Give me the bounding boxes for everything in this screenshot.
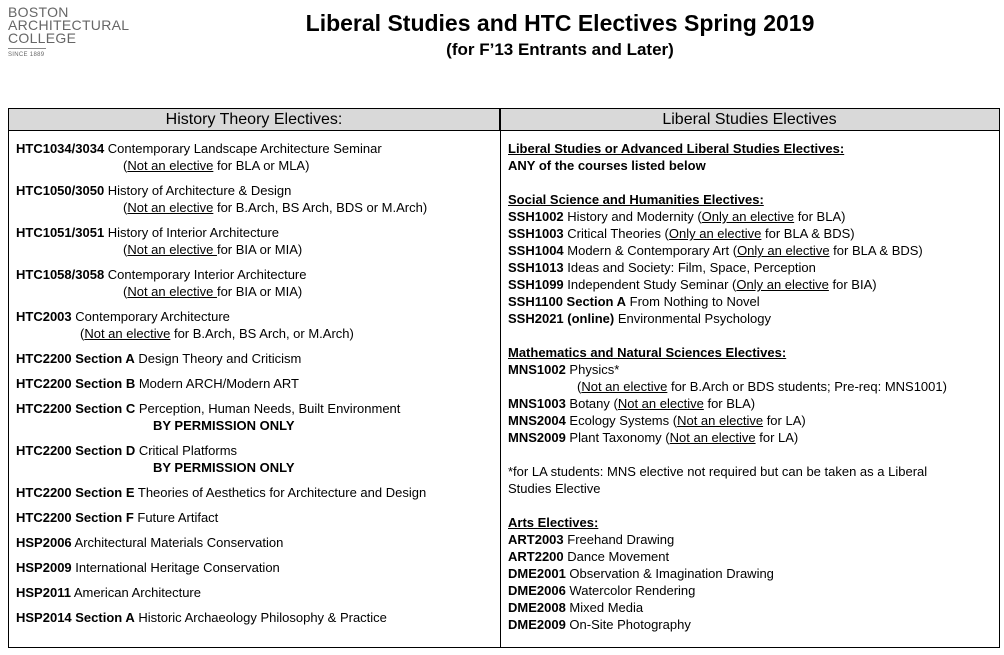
course-title: International Heritage Conservation	[71, 560, 280, 575]
course-title: (	[577, 379, 582, 394]
course-title: Dance Movement	[563, 549, 670, 564]
note-underlined: Only an elective	[668, 226, 762, 241]
course-code: DME2009	[508, 617, 566, 632]
note-underlined: Not an elective	[617, 396, 704, 411]
course-item	[16, 509, 496, 526]
liberal-studies-header: Liberal Studies Electives	[500, 109, 999, 131]
note-underlined: Not an elective	[677, 413, 764, 428]
course-code: HTC2200 Section F	[16, 510, 134, 525]
course-item	[16, 140, 496, 174]
course-line	[16, 609, 496, 626]
note-pre: (	[80, 326, 85, 341]
text-line	[508, 480, 993, 497]
course-line	[16, 140, 496, 157]
course-title: Modern & Contemporary Art (	[563, 243, 738, 258]
course-item	[16, 484, 496, 501]
course-code: HSP2006	[16, 535, 72, 550]
text-line	[508, 497, 993, 514]
section-heading	[508, 191, 993, 208]
section-heading-text: Liberal Studies or Advanced Liberal Studies Electives:	[508, 141, 845, 156]
course-item	[508, 412, 993, 429]
note-underlined: Not an elective	[127, 158, 214, 173]
note-post: for LA)	[755, 430, 799, 445]
course-title: History and Modernity (	[563, 209, 702, 224]
course-title: Contemporary Interior Architecture	[104, 267, 307, 282]
note-pre: (	[123, 284, 128, 299]
course-line	[16, 182, 496, 199]
note-post: for BLA)	[703, 396, 756, 411]
course-title: Ecology Systems (	[565, 413, 678, 428]
course-note	[16, 325, 496, 342]
course-code: HTC2200 Section D	[16, 443, 136, 458]
section-heading-text: Social Science and Humanities Electives:	[508, 192, 764, 207]
course-code: SSH1003	[508, 226, 564, 241]
course-title: Watercolor Rendering	[565, 583, 696, 598]
course-item	[508, 208, 993, 225]
course-code: ANY of the courses listed below	[508, 158, 706, 173]
course-title: Modern ARCH/Modern ART	[135, 376, 299, 391]
course-code: DME2006	[508, 583, 566, 598]
course-item	[16, 224, 496, 258]
course-title: Ideas and Society: Film, Space, Perception	[563, 260, 816, 275]
note-post: for BIA or MIA)	[216, 242, 303, 257]
course-item	[16, 350, 496, 367]
course-note	[16, 199, 496, 216]
course-code: HTC2200 Section E	[16, 485, 135, 500]
course-item	[16, 559, 496, 576]
logo-line: BOSTON	[8, 4, 69, 20]
note-post: for LA)	[763, 413, 806, 428]
course-item	[508, 293, 993, 310]
course-code: SSH1002	[508, 209, 564, 224]
course-title: Future Artifact	[133, 510, 219, 525]
page-title: Liberal Studies and HTC Electives Spring 2019	[305, 10, 815, 36]
course-code: ART2200	[508, 549, 564, 564]
course-line	[16, 534, 496, 551]
note-underlined: Not an elective	[84, 326, 171, 341]
note-underlined: Only an elective	[737, 243, 830, 258]
note-post: for BLA)	[794, 209, 846, 224]
section-heading	[508, 344, 993, 361]
liberal-studies-list	[508, 140, 993, 633]
course-item	[508, 259, 993, 276]
section-heading	[508, 140, 993, 157]
course-note	[16, 157, 496, 174]
course-line	[16, 375, 496, 392]
course-title: Architectural Materials Conservation	[71, 535, 284, 550]
course-code: HTC1034/3034	[16, 141, 105, 156]
course-title: Mixed Media	[565, 600, 644, 615]
text-line	[508, 327, 993, 344]
logo-line: ARCHITECTURAL	[8, 17, 130, 33]
course-code: DME2008	[508, 600, 566, 615]
note-pre: (	[123, 158, 128, 173]
course-code: HTC2200 Section C	[16, 401, 136, 416]
course-item	[508, 531, 993, 548]
course-code: SSH1100 Section A	[508, 294, 627, 309]
note-post: for BLA & BDS)	[761, 226, 855, 241]
course-title: On-Site Photography	[565, 617, 691, 632]
note-post: for BIA or MIA)	[216, 284, 303, 299]
course-item	[508, 395, 993, 412]
course-item	[16, 266, 496, 300]
course-code: HTC1050/3050	[16, 183, 105, 198]
course-title: Critical Platforms	[135, 443, 238, 458]
course-title: Contemporary Landscape Architecture Seminar	[104, 141, 382, 156]
course-line	[16, 584, 496, 601]
course-title: Botany (	[565, 396, 618, 411]
course-title: Perception, Human Needs, Built Environment	[135, 401, 401, 416]
note-post: for BLA & BDS)	[829, 243, 923, 258]
course-line	[16, 308, 496, 325]
course-item	[508, 276, 993, 293]
note-post: for B.Arch, BS Arch, or M.Arch)	[170, 326, 354, 341]
note-underlined: Not an elective	[669, 430, 756, 445]
course-item	[508, 157, 993, 174]
course-title: Freehand Drawing	[563, 532, 675, 547]
course-title: Observation & Imagination Drawing	[565, 566, 774, 581]
note-post: for BIA)	[828, 277, 877, 292]
course-item	[16, 375, 496, 392]
course-code: HTC1058/3058	[16, 267, 105, 282]
course-code: SSH1099	[508, 277, 564, 292]
electives-table	[8, 108, 1000, 648]
course-item	[508, 361, 993, 378]
course-code: SSH1013	[508, 260, 564, 275]
section-heading-text: Mathematics and Natural Sciences Electives:	[508, 345, 787, 360]
course-code: DME2001	[508, 566, 566, 581]
course-title: Environmental Psychology	[614, 311, 772, 326]
course-code: HSP2009	[16, 560, 72, 575]
course-line	[16, 224, 496, 241]
note-underlined: Not an elective	[127, 242, 217, 257]
course-item	[508, 565, 993, 582]
history-theory-header: History Theory Electives:	[9, 109, 500, 131]
course-title: Theories of Aesthetics for Architecture and Design	[134, 485, 427, 500]
note-underlined: Not an elective	[127, 200, 214, 215]
course-item	[508, 225, 993, 242]
section-heading-text: Arts Electives:	[508, 515, 599, 530]
course-line	[16, 559, 496, 576]
text-line	[508, 174, 993, 191]
note-underlined: Not an elective	[581, 379, 668, 394]
course-code: MNS2004	[508, 413, 566, 428]
course-code: SSH2021 (online)	[508, 311, 615, 326]
logo-line: COLLEGE	[8, 30, 77, 46]
course-item	[16, 308, 496, 342]
course-item	[508, 548, 993, 565]
course-item	[16, 609, 496, 626]
course-code: MNS2009	[508, 430, 566, 445]
course-title: History of Interior Architecture	[104, 225, 280, 240]
course-title: History of Architecture & Design	[104, 183, 292, 198]
permission-note: BY PERMISSION ONLY	[153, 418, 295, 433]
history-theory-list	[16, 140, 496, 634]
course-item	[16, 442, 496, 476]
course-item	[508, 599, 993, 616]
course-code: MNS1003	[508, 396, 566, 411]
course-title: American Architecture	[70, 585, 201, 600]
course-code: HTC2003	[16, 309, 72, 324]
logo-since: SINCE 1889	[8, 48, 46, 59]
page-subtitle: (for F’13 Entrants and Later)	[446, 40, 674, 59]
course-note	[16, 241, 496, 258]
course-code: HTC2200 Section B	[16, 376, 136, 391]
note-underlined: Only an elective	[736, 277, 829, 292]
course-title: From Nothing to Novel	[626, 294, 760, 309]
note-pre: (	[123, 242, 128, 257]
course-line	[16, 442, 496, 459]
course-item	[508, 242, 993, 259]
course-line	[16, 509, 496, 526]
course-item	[16, 534, 496, 551]
note-pre: (	[123, 200, 128, 215]
text-line	[508, 463, 993, 480]
note-post: for BLA or MLA)	[213, 158, 310, 173]
course-code: HTC2200 Section A	[16, 351, 135, 366]
course-line	[16, 400, 496, 417]
course-line	[16, 350, 496, 367]
course-item	[16, 400, 496, 434]
course-item	[508, 310, 993, 327]
course-code: MNS1002	[508, 362, 566, 377]
note-underlined: Only an elective	[701, 209, 795, 224]
course-code: HSP2011	[16, 585, 71, 600]
college-logo	[8, 6, 129, 59]
course-title: Critical Theories (	[563, 226, 669, 241]
course-note	[16, 283, 496, 300]
course-item	[508, 582, 993, 599]
course-code: SSH1004	[508, 243, 564, 258]
course-title: Contemporary Architecture	[71, 309, 230, 324]
course-code: ART2003	[508, 532, 564, 547]
course-item	[16, 584, 496, 601]
course-code: HSP2014 Section A	[16, 610, 135, 625]
note-post: for B.Arch, BS Arch, BDS or M.Arch)	[213, 200, 428, 215]
permission-note: BY PERMISSION ONLY	[153, 460, 295, 475]
course-title: Physics*	[565, 362, 620, 377]
course-title: Design Theory and Criticism	[134, 351, 302, 366]
course-item	[16, 182, 496, 216]
column-divider	[500, 109, 501, 647]
course-title: *for LA students: MNS elective not required but can be taken as a Liberal	[508, 464, 928, 479]
course-line	[16, 266, 496, 283]
course-title: Plant Taxonomy (	[565, 430, 670, 445]
course-title: Independent Study Seminar (	[563, 277, 737, 292]
note-post: for B.Arch or BDS students; Pre-req: MNS1001)	[667, 379, 947, 394]
course-item	[508, 616, 993, 633]
section-heading	[508, 514, 993, 531]
course-title: Studies Elective	[508, 481, 601, 496]
text-line	[508, 446, 993, 463]
course-line	[16, 484, 496, 501]
course-title: Historic Archaeology Philosophy & Practice	[134, 610, 387, 625]
note-underlined: Not an elective	[127, 284, 217, 299]
text-line	[508, 378, 993, 395]
course-code: HTC1051/3051	[16, 225, 105, 240]
course-item	[508, 429, 993, 446]
